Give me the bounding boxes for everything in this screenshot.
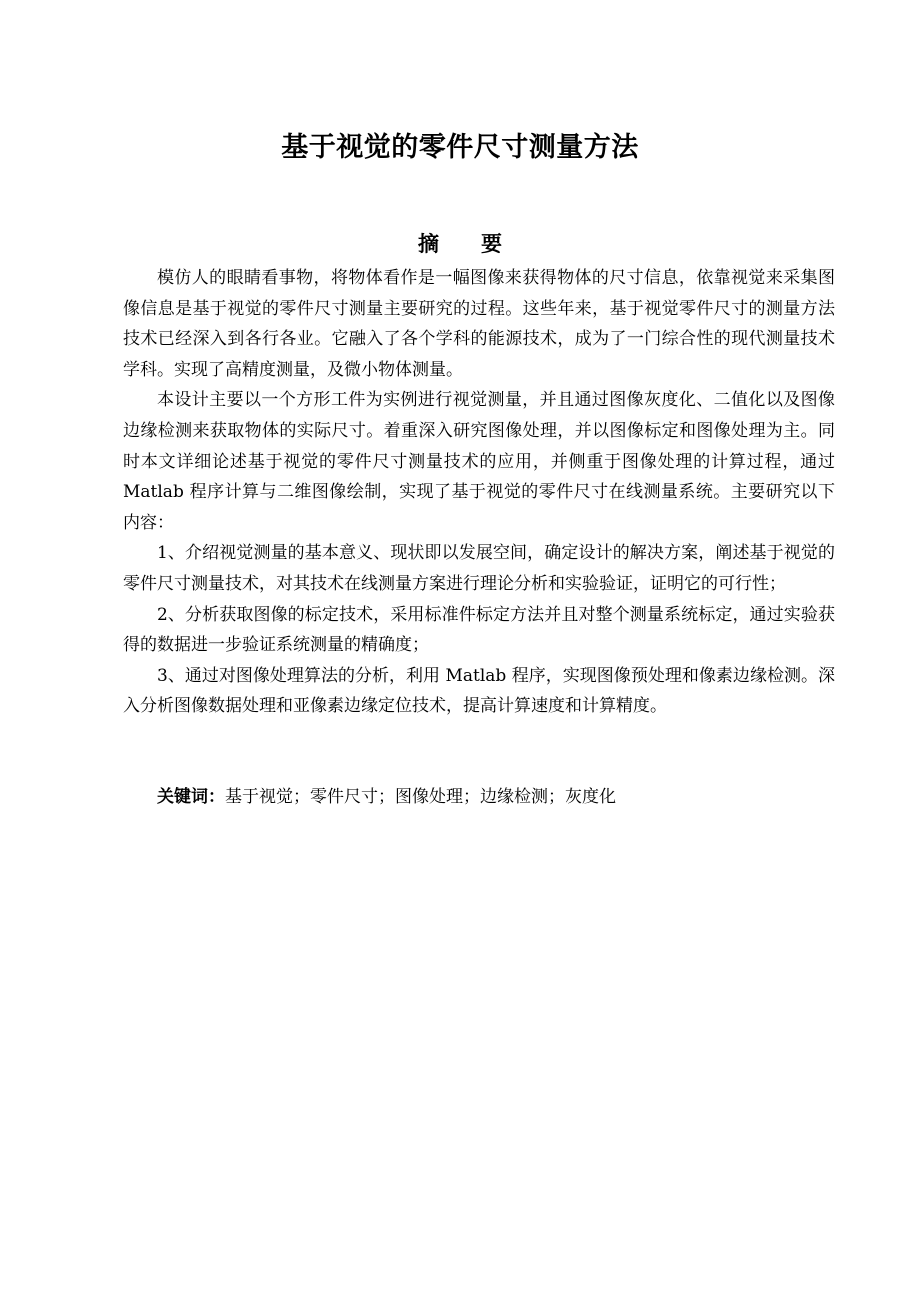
keywords-line <box>157 782 837 812</box>
abstract-list-item: 3、通过对图像处理算法的分析，利用 Matlab 程序，实现图像预处理和像素边缘检测。深入分析图像数据处理和亚像素边缘定位技术，提高计算速度和计算精度。 <box>123 665 835 717</box>
abstract-list-item: 2、分析获取图像的标定技术，采用标准件标定方法并且对整个测量系统标定，通过实验获得的数据进一步验证系统测量的精确度； <box>123 604 835 656</box>
abstract-paragraph: 模仿人的眼睛看事物，将物体看作是一幅图像来获得物体的尺寸信息，依靠视觉来采集图像信息是基于视觉的零件尺寸测量主要研究的过程。这些年来，基于视觉零件尺寸的测量方法技术已经深入到各行各业。它融入了各个学科的能源技术，成为了一门综合性的现代测量技术学科。实现了高精度测量，及微小物体测量。 <box>123 268 835 380</box>
keywords-text: 基于视觉；零件尺寸；图像处理；边缘检测；灰度化 <box>225 787 616 807</box>
abstract-list-item: 1、介绍视觉测量的基本意义、现状即以发展空间，确定设计的解决方案，阐述基于视觉的零件尺寸测量技术，对其技术在线测量方案进行理论分析和实验验证，证明它的可行性； <box>123 543 835 594</box>
keywords-label: 关键词： <box>157 787 225 807</box>
abstract-body <box>123 263 835 722</box>
abstract-paragraph: 本设计主要以一个方形工件为实例进行视觉测量，并且通过图像灰度化、二值化以及图像边缘检测来获取物体的实际尺寸。着重深入研究图像处理，并以图像标定和图像处理为主。同时本文详细论述基于视觉的零件尺寸测量技术的应用，并侧重于图像处理的计算过程，通过 Matlab 程序计算与二维图像绘制，实现了基于视觉的零件尺寸在线测量系统。主要研究以下内容： <box>123 390 835 533</box>
abstract-heading: 摘要 <box>418 232 544 256</box>
document-title: 基于视觉的零件尺寸测量方法 <box>281 132 639 163</box>
